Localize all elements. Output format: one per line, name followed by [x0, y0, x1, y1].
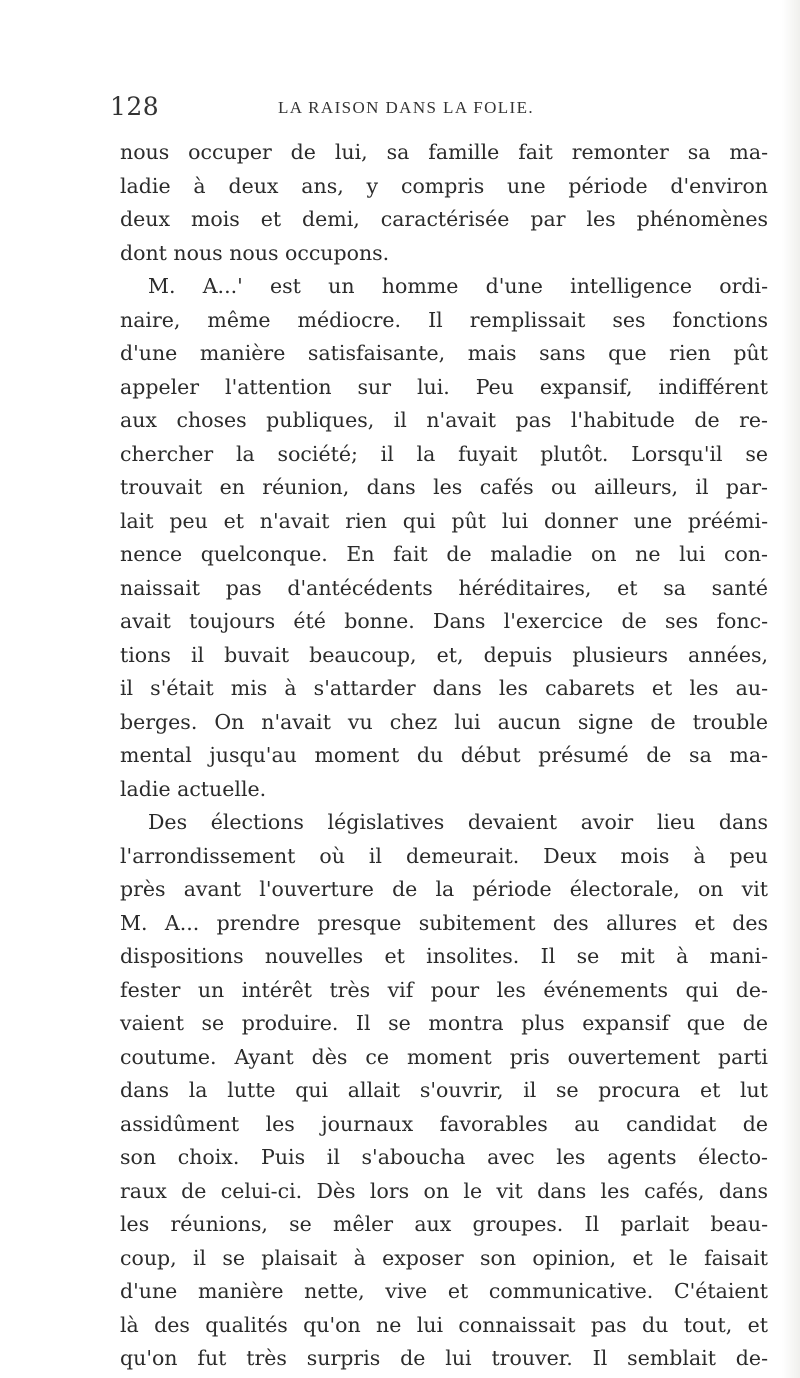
text-line: tions il buvait beaucoup, et, depuis plusieurs années,	[120, 642, 768, 667]
text-line: trouvait en réunion, dans les cafés ou ailleurs, il par-	[120, 475, 768, 499]
text-line: ladie à deux ans, y compris une période d'environ	[120, 173, 768, 198]
text-line: près avant l'ouverture de la période électorale, on vit	[120, 877, 768, 901]
text-line: appeler l'attention sur lui. Peu expansif, indifférent	[120, 374, 768, 399]
text-line: aux choses publiques, il n'avait pas l'habitude de re-	[120, 408, 768, 432]
text-line: avait toujours été bonne. Dans l'exercice de ses fonc-	[120, 609, 768, 633]
text-line: M. A... prendre presque subitement des allures et des	[120, 910, 768, 935]
text-line: ladie actuelle.	[120, 776, 267, 801]
text-line: d'une manière nette, vive et communicative. C'étaient	[120, 1279, 768, 1303]
body-text	[120, 136, 768, 1376]
text-line: assidûment les journaux favorables au candidat de	[120, 1111, 768, 1136]
text-line: fester un intérêt très vif pour les événements qui de-	[120, 977, 768, 1002]
text-line: deux mois et demi, caractérisée par les phénomènes	[120, 207, 768, 231]
text-line: Des élections législatives devaient avoir lieu dans	[148, 810, 768, 834]
text-line: lait peu et n'avait rien qui pût lui donner une préémi-	[120, 508, 768, 533]
text-line: naissait pas d'antécédents héréditaires, et sa santé	[120, 575, 768, 600]
text-line: dont nous nous occupons.	[120, 240, 390, 265]
running-head: LA RAISON DANS LA FOLIE.	[278, 98, 535, 117]
text-line: berges. On n'avait vu chez lui aucun signe de trouble	[120, 709, 768, 734]
page-header	[110, 92, 760, 122]
text-line: coup, il se plaisait à exposer son opinion, et le faisait	[120, 1245, 768, 1270]
text-line: son choix. Puis il s'aboucha avec les agents électo-	[120, 1145, 768, 1169]
text-line: M. A...' est un homme d'une intelligence ordi-	[148, 274, 768, 298]
page-edge-shadow	[782, 0, 800, 1378]
text-line: raux de celui-ci. Dès lors on le vit dans les cafés, dans	[120, 1178, 768, 1203]
text-line: vaient se produire. Il se montra plus expansif que de	[120, 1011, 768, 1035]
text-line: nence quelconque. En fait de maladie on ne lui con-	[120, 542, 768, 566]
text-line: il s'était mis à s'attarder dans les cabarets et les au-	[120, 676, 768, 700]
text-line: les réunions, se mêler aux groupes. Il parlait beau-	[120, 1212, 768, 1236]
text-line: chercher la société; il la fuyait plutôt. Lorsqu'il se	[120, 441, 768, 466]
text-line: dans la lutte qui allait s'ouvrir, il se procura et lut	[120, 1078, 768, 1102]
text-line: là des qualités qu'on ne lui connaissait pas du tout, et	[120, 1312, 768, 1337]
text-line: dispositions nouvelles et insolites. Il se mit à mani-	[120, 944, 768, 968]
text-line: nous occuper de lui, sa famille fait remonter sa ma-	[120, 140, 768, 164]
text-line: mental jusqu'au moment du début présumé de sa ma-	[120, 743, 768, 767]
text-line: d'une manière satisfaisante, mais sans que rien pût	[120, 341, 768, 365]
text-line: qu'on fut très surpris de lui trouver. Il semblait de-	[120, 1346, 768, 1370]
text-line: coutume. Ayant dès ce moment pris ouvertement parti	[120, 1044, 768, 1069]
text-line: l'arrondissement où il demeurait. Deux mois à peu	[120, 843, 768, 868]
page-number: 128	[110, 92, 160, 121]
text-line: naire, même médiocre. Il remplissait ses fonctions	[120, 307, 768, 332]
